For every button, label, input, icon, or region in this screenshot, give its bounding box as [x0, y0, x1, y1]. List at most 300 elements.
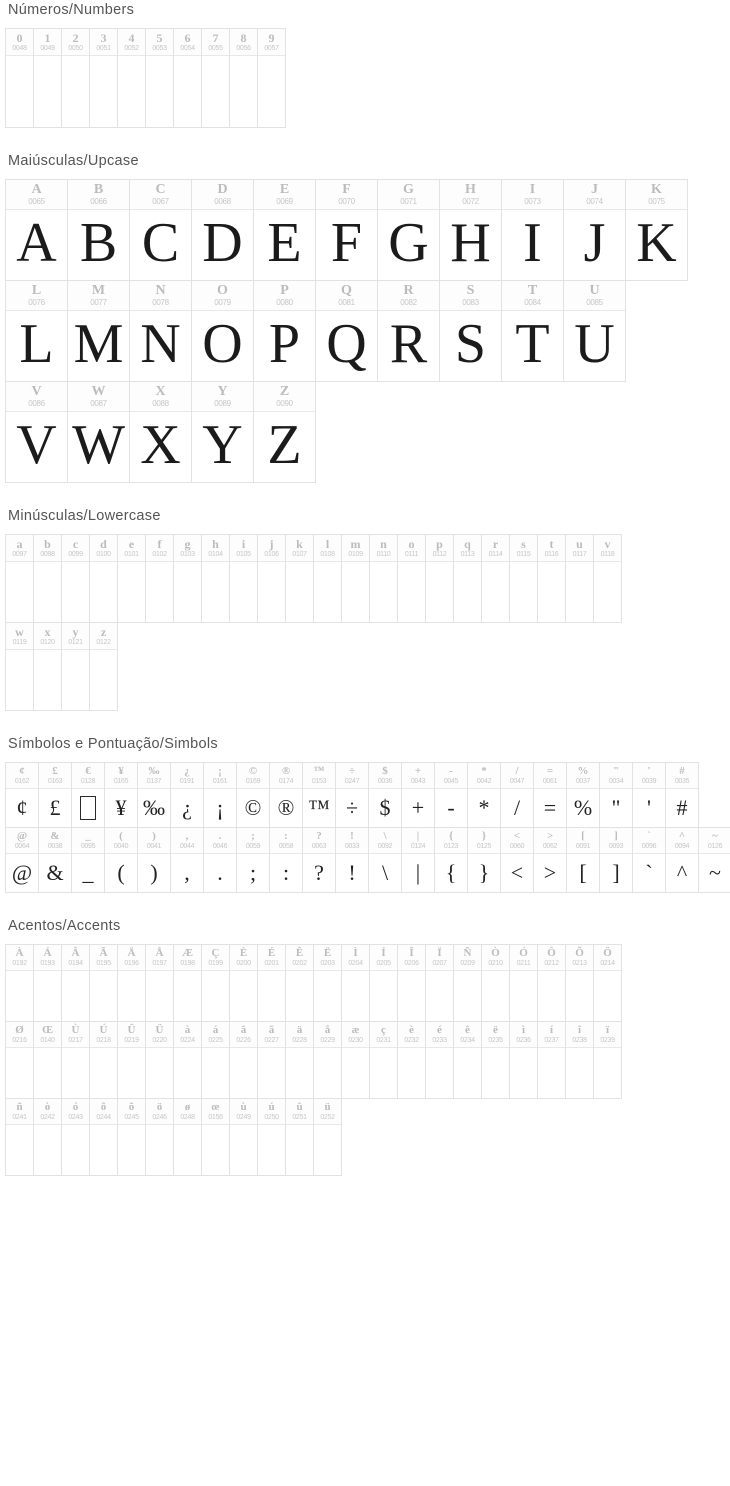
- glyph-preview: [314, 1048, 341, 1098]
- glyph-cell[interactable]: [565, 944, 594, 1022]
- glyph-cell[interactable]: [137, 762, 171, 828]
- glyph-cell[interactable]: [439, 179, 502, 281]
- glyph-cell[interactable]: [229, 1021, 258, 1099]
- glyph-char-label: G: [403, 182, 414, 197]
- glyph-cell[interactable]: [632, 762, 666, 828]
- glyph-cell[interactable]: [145, 944, 174, 1022]
- glyph-char-label: Æ: [182, 947, 193, 959]
- glyph-char-label: L: [31, 283, 42, 298]
- glyph-cell[interactable]: [33, 1021, 62, 1099]
- glyph-code-label: 0051: [96, 44, 111, 52]
- glyph-cell[interactable]: [397, 1021, 426, 1099]
- glyph-cell[interactable]: [377, 179, 440, 281]
- glyph-code-label: 0103: [180, 550, 195, 558]
- glyph-header: [426, 1022, 453, 1048]
- glyph-header: [62, 29, 89, 56]
- glyph-header: [6, 1099, 33, 1125]
- glyph-cell[interactable]: [533, 762, 567, 828]
- glyph-code-label: 0059: [245, 842, 261, 850]
- glyph-row: [5, 534, 621, 622]
- glyph-cell[interactable]: [229, 28, 258, 128]
- glyph-preview: [398, 562, 425, 622]
- glyph-preview: ;: [249, 859, 257, 885]
- glyph-cell[interactable]: [191, 179, 254, 281]
- glyph-header: [204, 763, 236, 789]
- glyph-cell[interactable]: [201, 534, 230, 623]
- glyph-preview: [118, 1125, 145, 1175]
- glyph-header: [316, 281, 377, 311]
- glyph-cell[interactable]: [173, 1098, 202, 1176]
- glyph-cell[interactable]: [599, 762, 633, 828]
- glyph-preview: +: [411, 794, 425, 820]
- glyph-char-label: ò: [44, 1101, 51, 1113]
- glyph-cell[interactable]: [67, 280, 130, 382]
- glyph-cell[interactable]: [313, 944, 342, 1022]
- glyph-char-label: |: [416, 830, 420, 842]
- glyph-cell[interactable]: [117, 1098, 146, 1176]
- glyph-cell[interactable]: [61, 622, 90, 711]
- glyph-preview: [90, 1048, 117, 1098]
- glyph-cell[interactable]: [632, 827, 666, 893]
- glyph-cell[interactable]: [257, 1021, 286, 1099]
- glyph-preview: [454, 1048, 481, 1098]
- glyph-cell[interactable]: [698, 827, 730, 893]
- glyph-cell[interactable]: [5, 622, 34, 711]
- glyph-cell[interactable]: [173, 944, 202, 1022]
- glyph-cell[interactable]: [104, 762, 138, 828]
- glyph-cell[interactable]: [253, 381, 316, 483]
- glyph-char-label: f: [157, 537, 162, 551]
- glyph-header: [426, 535, 453, 562]
- glyph-header: [501, 828, 533, 854]
- glyph-cell[interactable]: [481, 944, 510, 1022]
- glyph-code-label: 0140: [40, 1036, 55, 1044]
- glyph-cell[interactable]: [593, 1021, 622, 1099]
- glyph-cell[interactable]: [625, 179, 688, 281]
- glyph-cell[interactable]: [285, 1021, 314, 1099]
- glyph-char-label: Ø: [15, 1024, 24, 1036]
- glyph-preview: ^: [676, 859, 688, 885]
- glyph-code-label: 0070: [338, 196, 355, 206]
- glyph-preview: (: [117, 859, 125, 885]
- glyph-code-label: 0165: [113, 777, 129, 785]
- glyph-cell[interactable]: [665, 762, 699, 828]
- glyph-cell[interactable]: [5, 28, 34, 128]
- glyph-code-label: 0243: [68, 1113, 83, 1121]
- glyph-char-label: ‰: [148, 765, 160, 777]
- glyph-cell[interactable]: [129, 179, 192, 281]
- glyph-cell[interactable]: [38, 827, 72, 893]
- glyph-cell[interactable]: [453, 944, 482, 1022]
- glyph-char-label: &: [50, 830, 60, 842]
- glyph-cell[interactable]: [302, 827, 336, 893]
- glyph-header: [666, 763, 698, 789]
- glyph-cell[interactable]: [599, 827, 633, 893]
- glyph-preview: [454, 562, 481, 622]
- glyph-cell[interactable]: [201, 1021, 230, 1099]
- glyph-cell[interactable]: [285, 534, 314, 623]
- glyph-code-label: 0192: [12, 959, 27, 967]
- glyph-code-label: 0203: [320, 959, 335, 967]
- glyph-cell[interactable]: [145, 1021, 174, 1099]
- glyph-header: [6, 180, 67, 210]
- glyph-preview: [566, 1048, 593, 1098]
- glyph-cell[interactable]: [71, 827, 105, 893]
- glyph-cell[interactable]: [67, 381, 130, 483]
- glyph-cell[interactable]: [33, 1098, 62, 1176]
- glyph-cell[interactable]: [33, 534, 62, 623]
- glyph-preview: [482, 971, 509, 1021]
- glyph-code-label: 0121: [68, 638, 83, 646]
- glyph-code-label: 0114: [488, 550, 503, 558]
- glyph-preview: E: [267, 212, 302, 275]
- glyph-char-label: }: [481, 830, 487, 842]
- glyph-header: [398, 945, 425, 971]
- glyph-char-label: í: [549, 1024, 554, 1036]
- glyph-char-label: ê: [465, 1024, 470, 1036]
- glyph-cell[interactable]: [368, 762, 402, 828]
- glyph-cell[interactable]: [501, 179, 564, 281]
- glyph-cell[interactable]: [33, 622, 62, 711]
- glyph-header: [454, 945, 481, 971]
- glyph-preview: [370, 562, 397, 622]
- glyph-cell[interactable]: [481, 534, 510, 623]
- glyph-cell[interactable]: [117, 28, 146, 128]
- glyph-cell[interactable]: [145, 1098, 174, 1176]
- glyph-cell[interactable]: [5, 1021, 34, 1099]
- glyph-char-label: Ú: [99, 1024, 108, 1036]
- glyph-cell[interactable]: [236, 762, 270, 828]
- glyph-cell[interactable]: [425, 1021, 454, 1099]
- glyph-header: [426, 945, 453, 971]
- glyph-cell[interactable]: [38, 762, 72, 828]
- glyph-header: [398, 1022, 425, 1048]
- glyph-code-label: 0232: [404, 1036, 419, 1044]
- glyph-cell[interactable]: [201, 944, 230, 1022]
- section-title: Símbolos e Pontuação/Simbols: [8, 736, 218, 752]
- glyph-cell[interactable]: [397, 944, 426, 1022]
- glyph-preview: Y: [202, 414, 243, 477]
- glyph-code-label: 0123: [443, 842, 459, 850]
- glyph-preview: -: [447, 794, 455, 820]
- glyph-cell[interactable]: [377, 280, 440, 382]
- glyph-header: [174, 1022, 201, 1048]
- section-title: Minúsculas/Lowercase: [8, 508, 161, 524]
- glyph-preview: [6, 1125, 33, 1175]
- glyph-cell[interactable]: [229, 944, 258, 1022]
- glyph-cell[interactable]: [201, 1098, 230, 1176]
- glyph-cell[interactable]: [566, 762, 600, 828]
- glyph-cell[interactable]: [145, 28, 174, 128]
- glyph-header: [435, 763, 467, 789]
- glyph-cell[interactable]: [313, 1021, 342, 1099]
- glyph-header: [482, 945, 509, 971]
- glyph-header: [6, 382, 67, 412]
- glyph-cell[interactable]: [71, 762, 105, 828]
- glyph-char-label: î: [577, 1024, 582, 1036]
- glyph-cell[interactable]: [257, 28, 286, 128]
- glyph-char-label: z: [100, 625, 107, 639]
- glyph-preview: >: [543, 859, 557, 885]
- glyph-code-label: 0108: [320, 550, 335, 558]
- glyph-cell[interactable]: [565, 534, 594, 623]
- glyph-code-label: 0047: [509, 777, 525, 785]
- glyph-cell[interactable]: [5, 179, 68, 281]
- glyph-header: [118, 535, 145, 562]
- glyph-cell[interactable]: [566, 827, 600, 893]
- glyph-preview: [538, 971, 565, 1021]
- glyph-code-label: 0038: [47, 842, 63, 850]
- glyph-cell[interactable]: [137, 827, 171, 893]
- glyph-preview: [286, 562, 313, 622]
- glyph-cell[interactable]: [5, 762, 39, 828]
- glyph-preview: [230, 1125, 257, 1175]
- glyph-cell[interactable]: [509, 1021, 538, 1099]
- glyph-code-label: 0214: [600, 959, 615, 967]
- glyph-cell[interactable]: [257, 944, 286, 1022]
- glyph-cell[interactable]: [369, 534, 398, 623]
- glyph-cell[interactable]: [253, 179, 316, 281]
- glyph-preview: /: [513, 794, 521, 820]
- glyph-cell[interactable]: [335, 827, 369, 893]
- glyph-header: [564, 180, 625, 210]
- glyph-code-label: 0116: [544, 550, 559, 558]
- glyph-cell[interactable]: [201, 28, 230, 128]
- glyph-cell[interactable]: [439, 280, 502, 382]
- glyph-cell[interactable]: [129, 280, 192, 382]
- glyph-code-label: 0239: [600, 1036, 615, 1044]
- glyph-cell[interactable]: [269, 827, 303, 893]
- glyph-cell[interactable]: [269, 762, 303, 828]
- glyph-char-label: g: [184, 537, 191, 551]
- glyph-code-label: 0228: [292, 1036, 307, 1044]
- glyph-preview: [174, 562, 201, 622]
- glyph-cell[interactable]: [368, 827, 402, 893]
- glyph-cell[interactable]: [467, 762, 501, 828]
- glyph-char-label: ®: [281, 765, 291, 777]
- glyph-cell[interactable]: [5, 280, 68, 382]
- glyph-cell[interactable]: [173, 1021, 202, 1099]
- glyph-cell[interactable]: [129, 381, 192, 483]
- glyph-cell[interactable]: [173, 28, 202, 128]
- glyph-cell[interactable]: [191, 381, 254, 483]
- glyph-cell[interactable]: [315, 179, 378, 281]
- glyph-cell[interactable]: [501, 280, 564, 382]
- glyph-cell[interactable]: [341, 944, 370, 1022]
- glyph-preview: ÷: [345, 794, 359, 820]
- glyph-char-label: e: [128, 537, 135, 551]
- glyph-cell[interactable]: [537, 534, 566, 623]
- glyph-cell[interactable]: [563, 280, 626, 382]
- glyph-cell[interactable]: [236, 827, 270, 893]
- glyph-preview: [118, 971, 145, 1021]
- glyph-code-label: 0087: [90, 398, 107, 408]
- glyph-header: [378, 281, 439, 311]
- glyph-grid: [5, 534, 730, 710]
- glyph-cell[interactable]: [5, 1098, 34, 1176]
- glyph-cell[interactable]: [257, 1098, 286, 1176]
- glyph-cell[interactable]: [117, 534, 146, 623]
- glyph-char-label: (: [119, 830, 123, 842]
- glyph-preview: |: [415, 859, 421, 885]
- glyph-cell[interactable]: [5, 944, 34, 1022]
- glyph-cell[interactable]: [285, 1098, 314, 1176]
- glyph-cell[interactable]: [5, 381, 68, 483]
- glyph-preview: [6, 650, 33, 710]
- glyph-cell[interactable]: [565, 1021, 594, 1099]
- glyph-row: [5, 28, 285, 127]
- glyph-code-label: 0079: [214, 297, 231, 307]
- glyph-header: [34, 945, 61, 971]
- glyph-cell[interactable]: [61, 534, 90, 623]
- glyph-cell[interactable]: [315, 280, 378, 382]
- glyph-header: [130, 180, 191, 210]
- glyph-cell[interactable]: [401, 762, 435, 828]
- glyph-code-label: 0249: [236, 1113, 251, 1121]
- glyph-cell[interactable]: [341, 534, 370, 623]
- glyph-cell[interactable]: [173, 534, 202, 623]
- glyph-header: [138, 763, 170, 789]
- glyph-code-label: 0161: [212, 777, 228, 785]
- glyph-cell[interactable]: [434, 827, 468, 893]
- glyph-cell[interactable]: [117, 1021, 146, 1099]
- glyph-cell[interactable]: [593, 534, 622, 623]
- glyph-preview: [398, 971, 425, 1021]
- glyph-cell[interactable]: [500, 827, 534, 893]
- glyph-header: [6, 281, 67, 311]
- glyph-cell[interactable]: [33, 944, 62, 1022]
- glyph-cell[interactable]: [593, 944, 622, 1022]
- glyph-char-label: ë: [493, 1024, 498, 1036]
- glyph-header: [370, 945, 397, 971]
- glyph-preview: [258, 56, 285, 127]
- glyph-cell[interactable]: [537, 944, 566, 1022]
- glyph-cell[interactable]: [253, 280, 316, 382]
- glyph-cell[interactable]: [665, 827, 699, 893]
- glyph-cell[interactable]: [229, 534, 258, 623]
- glyph-header: [314, 1099, 341, 1125]
- glyph-cell[interactable]: [425, 534, 454, 623]
- glyph-cell[interactable]: [341, 1021, 370, 1099]
- glyph-cell[interactable]: [313, 1098, 342, 1176]
- glyph-header: [34, 1099, 61, 1125]
- glyph-cell[interactable]: [467, 827, 501, 893]
- section-spacer: [0, 482, 730, 508]
- glyph-code-label: 0101: [124, 550, 139, 558]
- glyph-code-label: 0094: [674, 842, 690, 850]
- glyph-cell[interactable]: [191, 280, 254, 382]
- glyph-header: [303, 828, 335, 854]
- glyph-cell[interactable]: [5, 827, 39, 893]
- glyph-cell[interactable]: [203, 762, 237, 828]
- glyph-code-label: 0058: [278, 842, 294, 850]
- glyph-header: [90, 623, 117, 650]
- glyph-cell[interactable]: [302, 762, 336, 828]
- glyph-cell[interactable]: [481, 1021, 510, 1099]
- glyph-cell[interactable]: [104, 827, 138, 893]
- glyph-cell[interactable]: [397, 534, 426, 623]
- glyph-cell[interactable]: [67, 179, 130, 281]
- glyph-cell[interactable]: [89, 534, 118, 623]
- glyph-cell[interactable]: [61, 28, 90, 128]
- glyph-header: [68, 281, 129, 311]
- glyph-preview: [174, 1048, 201, 1098]
- glyph-cell[interactable]: [203, 827, 237, 893]
- glyph-header: [566, 1022, 593, 1048]
- glyph-preview: ~: [709, 859, 721, 885]
- glyph-preview: !: [348, 859, 356, 885]
- glyph-cell[interactable]: [61, 944, 90, 1022]
- glyph-cell[interactable]: [89, 28, 118, 128]
- glyph-cell[interactable]: [170, 762, 204, 828]
- glyph-cell[interactable]: [509, 534, 538, 623]
- glyph-cell[interactable]: [33, 28, 62, 128]
- glyph-header: [174, 29, 201, 56]
- glyph-cell[interactable]: [117, 944, 146, 1022]
- glyph-preview: \: [381, 859, 389, 885]
- glyph-char-label: q: [464, 537, 471, 551]
- glyph-cell[interactable]: [313, 534, 342, 623]
- glyph-preview: [258, 1048, 285, 1098]
- glyph-cell[interactable]: [369, 944, 398, 1022]
- glyph-cell[interactable]: [89, 944, 118, 1022]
- glyph-cell[interactable]: [425, 944, 454, 1022]
- glyph-cell[interactable]: [434, 762, 468, 828]
- glyph-char-label: P: [280, 283, 289, 298]
- glyph-cell[interactable]: [229, 1098, 258, 1176]
- glyph-char-label: õ: [128, 1101, 135, 1113]
- glyph-char-label: œ: [211, 1101, 220, 1113]
- glyph-cell[interactable]: [285, 944, 314, 1022]
- glyph-cell[interactable]: [401, 827, 435, 893]
- glyph-preview: [174, 56, 201, 127]
- glyph-cell[interactable]: [61, 1098, 90, 1176]
- glyph-char-label: V: [31, 384, 42, 399]
- glyph-cell[interactable]: [509, 944, 538, 1022]
- glyph-char-label: ü: [324, 1101, 331, 1113]
- glyph-cell[interactable]: [89, 1098, 118, 1176]
- glyph-header: [39, 828, 71, 854]
- glyph-cell[interactable]: [369, 1021, 398, 1099]
- glyph-cell[interactable]: [563, 179, 626, 281]
- glyph-header: [286, 1022, 313, 1048]
- glyph-cell[interactable]: [453, 534, 482, 623]
- glyph-cell[interactable]: [335, 762, 369, 828]
- glyph-char-label: ö: [156, 1101, 163, 1113]
- glyph-row: [5, 827, 730, 892]
- glyph-cell[interactable]: [5, 534, 34, 623]
- glyph-header: [594, 945, 621, 971]
- glyph-cell[interactable]: [537, 1021, 566, 1099]
- glyph-cell[interactable]: [453, 1021, 482, 1099]
- glyph-char-label: ©: [248, 765, 258, 777]
- glyph-char-label: Å: [155, 947, 164, 959]
- glyph-preview: [62, 650, 89, 710]
- glyph-preview: [258, 562, 285, 622]
- glyph-header: [440, 281, 501, 311]
- glyph-cell[interactable]: [170, 827, 204, 893]
- glyph-cell[interactable]: [500, 762, 534, 828]
- glyph-code-label: 0044: [179, 842, 195, 850]
- glyph-cell[interactable]: [61, 1021, 90, 1099]
- glyph-preview: [258, 1125, 285, 1175]
- glyph-cell[interactable]: [257, 534, 286, 623]
- glyph-cell[interactable]: [89, 1021, 118, 1099]
- glyph-cell[interactable]: [89, 622, 118, 711]
- glyph-cell[interactable]: [533, 827, 567, 893]
- glyph-cell[interactable]: [145, 534, 174, 623]
- glyph-code-label: 0041: [146, 842, 162, 850]
